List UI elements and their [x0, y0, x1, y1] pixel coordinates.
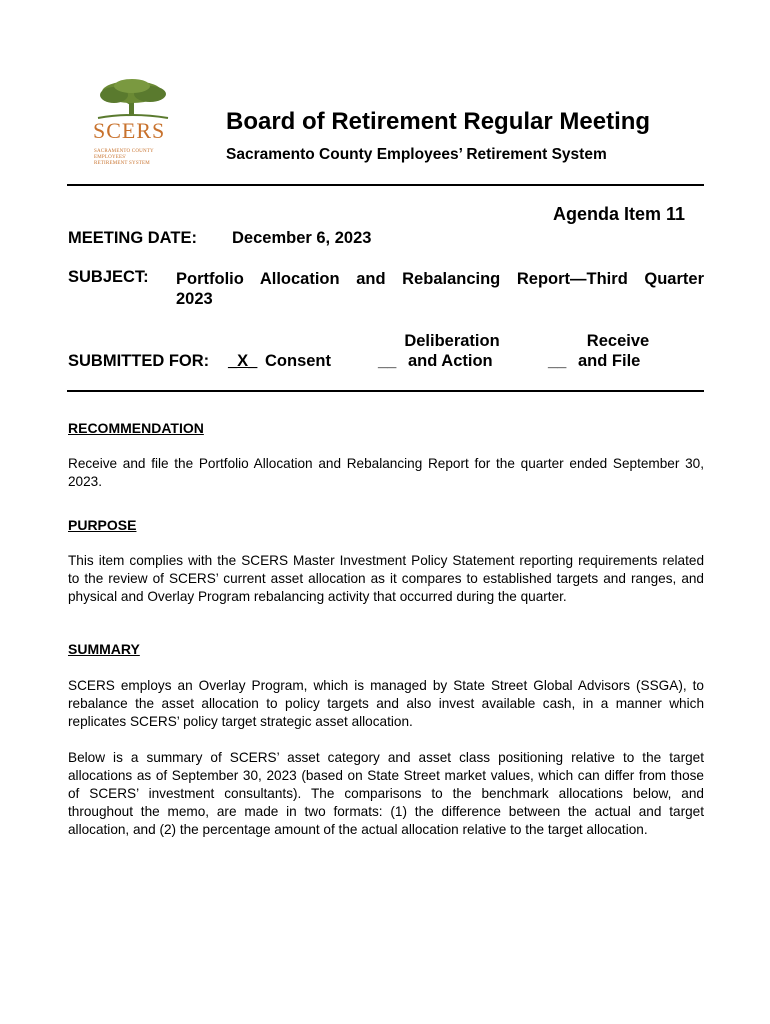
- purpose-heading: PURPOSE: [68, 517, 137, 533]
- receive-mark: __: [548, 352, 567, 370]
- deliberation-mark: __: [378, 352, 397, 370]
- summary-paragraph-1: SCERS employs an Overlay Program, which is managed by State Street Global Advisors (SSGA), to rebalance the asset allocation to policy targets and also invest available cash, in a manner which replicates SCERS’ policy target strategic asset allocation.: [68, 678, 704, 729]
- subject-line-2: 2023: [176, 290, 213, 308]
- meeting-date-value: December 6, 2023: [232, 229, 372, 247]
- consent-label: Consent: [265, 352, 331, 370]
- recommendation-text: Receive and file the Portfolio Allocation and Rebalancing Report for the quarter ended September 30, 2023.: [68, 456, 704, 489]
- agenda-item: Agenda Item 11: [553, 204, 686, 224]
- logo-acronym: SCERS: [93, 118, 166, 143]
- subject-label: SUBJECT:: [68, 268, 149, 286]
- submitted-divider: [67, 390, 704, 392]
- deliberation-line-1: Deliberation: [404, 332, 500, 350]
- summary-heading: SUMMARY: [68, 641, 140, 657]
- summary-paragraph-2: Below is a summary of SCERS’ asset category and asset class positioning relative to the target allocations as of September 30, 2023 (based on State Street market values, which can differ from those of SCERS’ investment consultants). The comparisons to the benchmark allocations below, and throughout the memo, are made in two formats: (1) the difference between the actual and target allocation, and (2) the percentage amount of the actual allocation relative to the target allocation.: [68, 750, 704, 837]
- logo-line-3: RETIREMENT SYSTEM: [94, 161, 150, 166]
- logo-line-1: SACRAMENTO COUNTY: [94, 149, 154, 154]
- consent-mark: _X_: [228, 352, 258, 370]
- oak-tree-icon: [88, 78, 178, 122]
- logo-line-2: EMPLOYEES': [94, 155, 127, 160]
- meeting-date-label: MEETING DATE:: [68, 229, 197, 247]
- scers-logo: [88, 78, 178, 172]
- recommendation-heading: RECOMMENDATION: [68, 420, 204, 436]
- page-title: Board of Retirement Regular Meeting: [226, 108, 651, 135]
- receive-line-2: and File: [578, 352, 641, 370]
- purpose-text: This item complies with the SCERS Master Investment Policy Statement reporting requirements related to the review of SCERS’ current asset allocation as it compares to established targets and ranges, and physical and Overlay Program rebalancing activity that occurred during the quarter.: [68, 553, 704, 604]
- page-subtitle: Sacramento County Employees’ Retirement System: [226, 146, 607, 163]
- header-divider: [67, 184, 704, 186]
- submitted-for-label: SUBMITTED FOR:: [68, 352, 210, 370]
- subject-line-1: Portfolio Allocation and Rebalancing Report—Third Quarter: [176, 270, 704, 288]
- receive-line-1: Receive: [586, 332, 650, 350]
- deliberation-line-2: and Action: [408, 352, 493, 370]
